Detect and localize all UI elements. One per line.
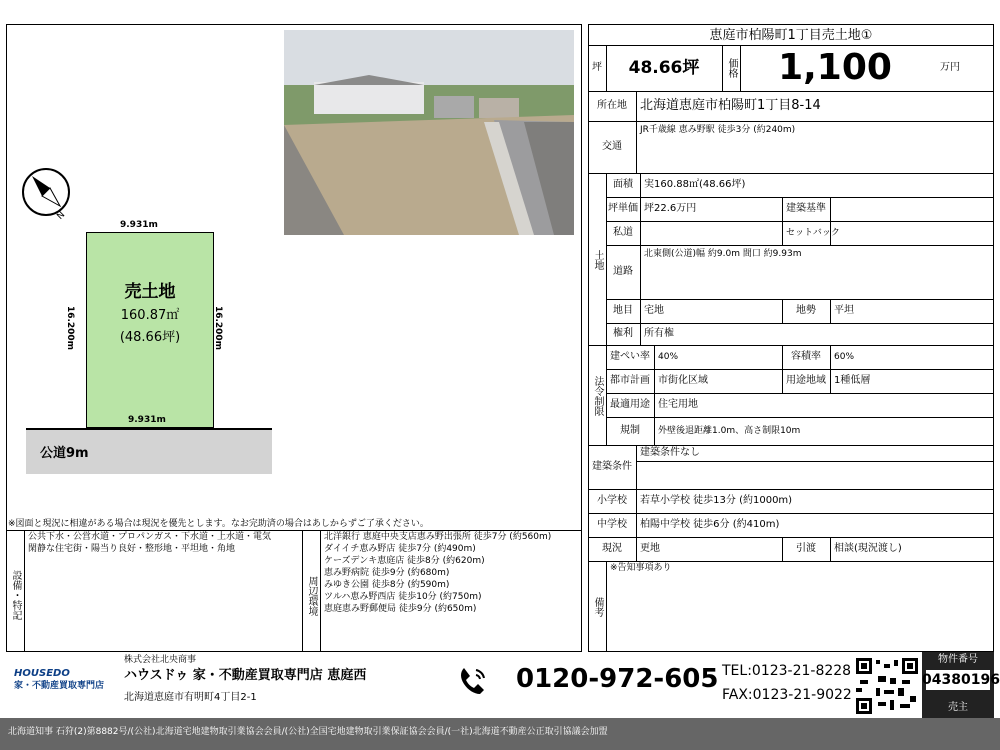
left-dimension: 16.200m xyxy=(65,305,76,351)
regulation-value: 外壁後退距離1.0m、高さ制限10m xyxy=(658,426,801,436)
price-label: 価格 xyxy=(726,58,737,78)
road-row-value: 北東側(公道)幅 約9.0m 間口 約9.93m xyxy=(644,249,802,259)
land-category-label: 地目 xyxy=(613,305,633,316)
best-use-label: 最適用途 xyxy=(610,399,650,410)
land-label: 土地 xyxy=(592,250,603,270)
tsubo-value: 48.66坪 xyxy=(628,58,700,78)
area-label: 面積 xyxy=(613,179,633,190)
status-label: 現況 xyxy=(602,543,622,554)
property-number-label: 物件番号 xyxy=(938,654,978,665)
right-dimension: 16.200m xyxy=(213,305,224,351)
location-label: 所在地 xyxy=(597,100,627,111)
zoning-label: 用途地域 xyxy=(786,375,826,386)
surroundings-label: 周辺環境 xyxy=(306,576,317,616)
handover-value: 相談(現況渡し) xyxy=(834,543,902,554)
property-number: 04380196 xyxy=(922,672,1000,688)
facility-line-2: 閑静な住宅街・陽当り良好・整形地・平坦地・角地 xyxy=(28,544,236,554)
remarks-label: 備考 xyxy=(592,597,603,617)
land-category-value: 宅地 xyxy=(644,305,664,316)
company-small: 株式会社北央商事 xyxy=(124,655,197,665)
far-value: 60% xyxy=(834,352,855,362)
surrounding-2: ダイイチ恵み野店 徒歩7分 (約490m) xyxy=(324,544,476,554)
site-photo xyxy=(284,30,574,235)
surrounding-3: ケーズデンキ恵庭店 徒歩8分 (約620m) xyxy=(324,556,485,566)
setback-label: セットバック xyxy=(786,228,840,238)
city-plan-value: 市街化区域 xyxy=(658,375,708,386)
north-label: N xyxy=(55,210,68,222)
tsubo-label: 坪 xyxy=(592,62,602,73)
regulation-label: 規制 xyxy=(620,425,640,436)
surrounding-4: 恵み野病院 徒歩9分 (約680m) xyxy=(324,568,450,578)
building-standard-label: 建築基準 xyxy=(786,203,826,214)
city-plan-label: 都市計画 xyxy=(610,375,650,386)
law-label: 法令制限 xyxy=(592,376,603,416)
location-value: 北海道恵庭市柏陽町1丁目8-14 xyxy=(640,98,821,113)
unit-price-label: 坪単価 xyxy=(608,203,638,214)
shop-address: 北海道恵庭市有明町4丁目2-1 xyxy=(124,692,257,703)
elementary-label: 小学校 xyxy=(597,495,627,506)
elementary-value: 若草小学校 徒歩13分 (約1000m) xyxy=(640,495,793,506)
logo-top: HOUSEDO xyxy=(14,668,70,679)
terrain-label: 地勢 xyxy=(796,305,816,316)
plot-area-value: 160.87㎡ xyxy=(120,308,180,323)
road-row-label: 道路 xyxy=(613,266,633,277)
best-use-value: 住宅用地 xyxy=(658,399,698,410)
transport-value: JR千歳線 恵み野駅 徒歩3分 (約240m) xyxy=(640,125,796,135)
handover-label: 引渡 xyxy=(796,543,816,554)
price-value: 1,100 xyxy=(778,47,892,88)
zoning-value: 1種低層 xyxy=(834,375,871,386)
terrain-value: 平坦 xyxy=(834,305,854,316)
junior-value: 柏陽中学校 徒歩6分 (約410m) xyxy=(640,519,780,530)
area-value: 実160.88㎡(48.66坪) xyxy=(644,179,746,190)
build-condition-label: 建築条件 xyxy=(592,461,632,472)
coverage-value: 40% xyxy=(658,352,679,362)
property-title: 恵庭市柏陽町1丁目売土地① xyxy=(709,27,873,43)
license-text: 北海道知事 石狩(2)第8882号/(公社)北海道宅地建物取引業協会会員/(公社)全国宅地建物取引業保証協会会員/(一社)北海道不動産公正取引協議会加盟 xyxy=(8,727,608,737)
far-label: 容積率 xyxy=(791,351,821,362)
build-condition-value: 建築条件なし xyxy=(640,447,700,458)
facilities-label: 設備・特記 xyxy=(10,570,21,620)
plot-tsubo-value: (48.66坪) xyxy=(119,330,181,345)
transport-label: 交通 xyxy=(602,141,622,152)
phone-icon xyxy=(456,664,490,698)
plot-title: 売土地 xyxy=(124,282,176,302)
bottom-dimension: 9.931m xyxy=(128,415,166,425)
surrounding-6: ツルハ恵み野西店 徒歩10分 (約750m) xyxy=(324,592,482,602)
surrounding-7: 恵庭恵み野郵便局 徒歩9分 (約650m) xyxy=(324,604,477,614)
top-dimension: 9.931m xyxy=(120,220,158,230)
qr-code-icon xyxy=(854,656,920,716)
fax: FAX:0123-21-9022 xyxy=(722,687,852,703)
notice-text: ※図面と現況に相違がある場合は現況を優先とします。なお完助済の場合はあしからずご了承ください。 xyxy=(8,519,429,529)
junior-label: 中学校 xyxy=(597,519,627,530)
seller-badge: 売主 xyxy=(948,702,968,713)
surrounding-1: 北洋銀行 恵庭中央支店恵み野出張所 徒歩7分 (約560m) xyxy=(324,532,552,542)
tel[interactable]: TEL:0123-21-8228 xyxy=(722,663,852,679)
road-label: 公道9m xyxy=(40,446,89,461)
rights-label: 権利 xyxy=(613,328,633,339)
private-road-label: 私道 xyxy=(613,227,633,238)
remarks-value: ※告知事項あり xyxy=(610,563,672,573)
facility-line-1: 公共下水・公営水道・プロパンガス・下水道・上水道・電気 xyxy=(28,532,272,542)
surrounding-5: みゆき公園 徒歩8分 (約590m) xyxy=(324,580,450,590)
logo-bottom: 家・不動産買取専門店 xyxy=(14,681,105,691)
price-unit: 万円 xyxy=(940,62,960,73)
status-value: 更地 xyxy=(640,543,660,554)
free-dial[interactable]: 0120-972-605 xyxy=(516,664,719,694)
shop-name: ハウスドゥ 家・不動産買取専門店 恵庭西 xyxy=(124,668,367,683)
north-arrow-icon xyxy=(20,166,72,218)
rights-value: 所有権 xyxy=(644,328,674,339)
coverage-label: 建ぺい率 xyxy=(610,351,650,362)
unit-price-value: 坪22.6万円 xyxy=(644,203,697,214)
